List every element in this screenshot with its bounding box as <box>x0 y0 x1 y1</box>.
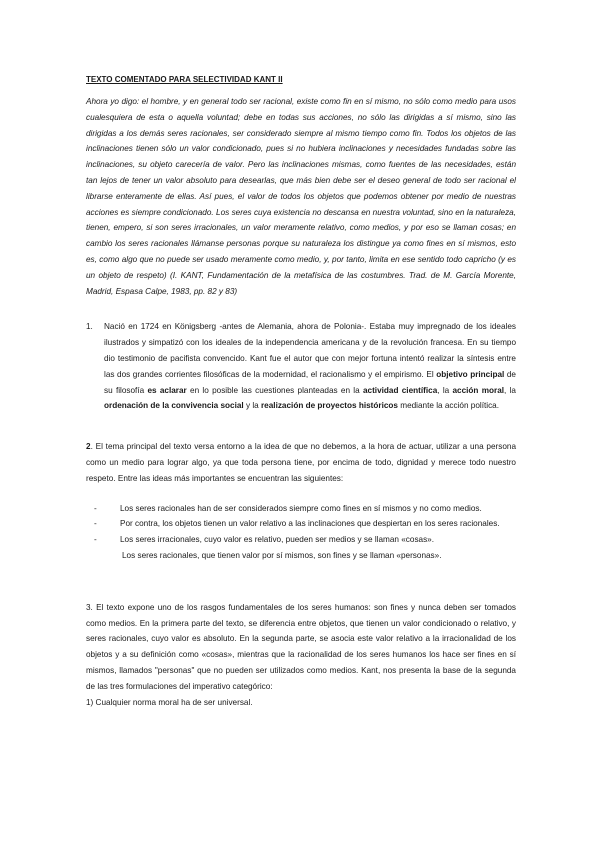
kant-quote: Ahora yo digo: el hombre, y en general todo ser racional, existe como fin en sí mismo, no sólo como medio para usos cualesquiera de esta o aquella voluntad; debe en todas sus acciones, no sólo las dirigidas a sí mismo, sino las dirigidas a los demás seres racionales, ser considerado siempre al mismo tiempo como fin. Todos los objetos de las inclinaciones tienen sólo un valor condicionado, pues si no hubiera inclinaciones y necesidades fundadas sobre las inclinaciones, su objeto carecería de valor. Pero las inclinaciones mismas, como fuentes de las necesidades, están tan lejos de tener un valor absoluto para desearlas, que más bien debe ser el deseo general de todo ser racional el librarse enteramente de ellas. Así pues, el valor de todos los objetos que podemos obtener por medio de nuestras acciones es siempre condicionado. Los seres cuya existencia no descansa en nuestra voluntad, sino en la naturaleza, tienen, empero, si son seres irracionales, un valor meramente relativo, como medios, y por eso se llaman cosas; en cambio los seres racionales llámanse personas porque su naturaleza los distingue ya como fines en sí mismos, esto es, como algo que no puede ser usado meramente como medio, y, por tanto, limita en ese sentido todo capricho (y es un objeto de respeto) (I. KANT, Fundamentación de la metafísica de las costumbres. Trad. de M. García Morente, Madrid, Espasa Calpe, 1983, pp. 82 y 83) <box>86 97 516 296</box>
section-3-item-1: 1) Cualquier norma moral ha de ser universal. <box>86 697 253 707</box>
section-3: 3. El texto expone uno de los rasgos fundamentales de los seres humanos: son fines y nunca deben ser tomados como medios. En la primera parte del texto, se diferencia entre objetos, que tienen un valor condicionado o relativo, y seres racionales, cuyo valor es absoluto. En la segunda parte, se asocia este valor relativo a la irracionalidad de los objetos y a su definición como «cosas», mientras que la racionalidad de los seres humanos los hace ser fines en sí mismos, llamados "personas" que no pueden ser utilizados como medios. Kant, nos presenta la base de la segunda de las tres formulaciones del imperativo categórico: <box>86 602 516 691</box>
section-2: 2. El tema principal del texto versa entorno a la idea de que no debemos, a la hora de actuar, utilizar a una persona como un medio para lograr algo, ya que toda persona tiene, por encima de todo, dignidad y merece todo nuestro respeto. Entre las ideas más importantes se encuentran las siguientes: <box>86 442 516 483</box>
document-title: TEXTO COMENTADO PARA SELECTIVIDAD KANT II <box>86 75 283 84</box>
section-1 <box>86 319 516 414</box>
list-item: - Los seres irracionales, cuyo valor es relativo, pueden ser medios y se llaman «cosas». <box>94 535 435 545</box>
list-item: - Por contra, los objetos tienen un valor relativo a las inclinaciones que despiertan en los seres racionales. <box>94 519 500 529</box>
ideas-list <box>86 501 516 564</box>
section-1-number: 1. <box>86 322 93 332</box>
section-1-body: Nació en 1724 en Königsberg -antes de Alemania, ahora de Polonia-. Estaba muy impregnado de los ideales ilustrados y simpatizó con los ideales de la independencia americana y de la revolución francesa. En su tiempo dio testimonio de pacifista convencido. Kant fue el autor que con mejor fortuna intentó realizar la síntesis entre las dos grandes corrientes filosóficas de la modernidad, el racionalismo y el empirismo. El objetivo principal de su filosofía es aclarar en lo posible las cuestiones planteadas en la actividad científica, la acción moral, la ordenación de la convivencia social y la realización de proyectos históricos mediante la acción política. <box>104 322 516 411</box>
list-item: - Los seres racionales han de ser considerados siempre como fines en sí mismos y no como medios. <box>94 503 482 513</box>
section-2-number: 2 <box>86 442 91 452</box>
list-item-continuation: Los seres racionales, que tienen valor por sí mismos, son fines y se llaman «personas». <box>122 550 442 560</box>
